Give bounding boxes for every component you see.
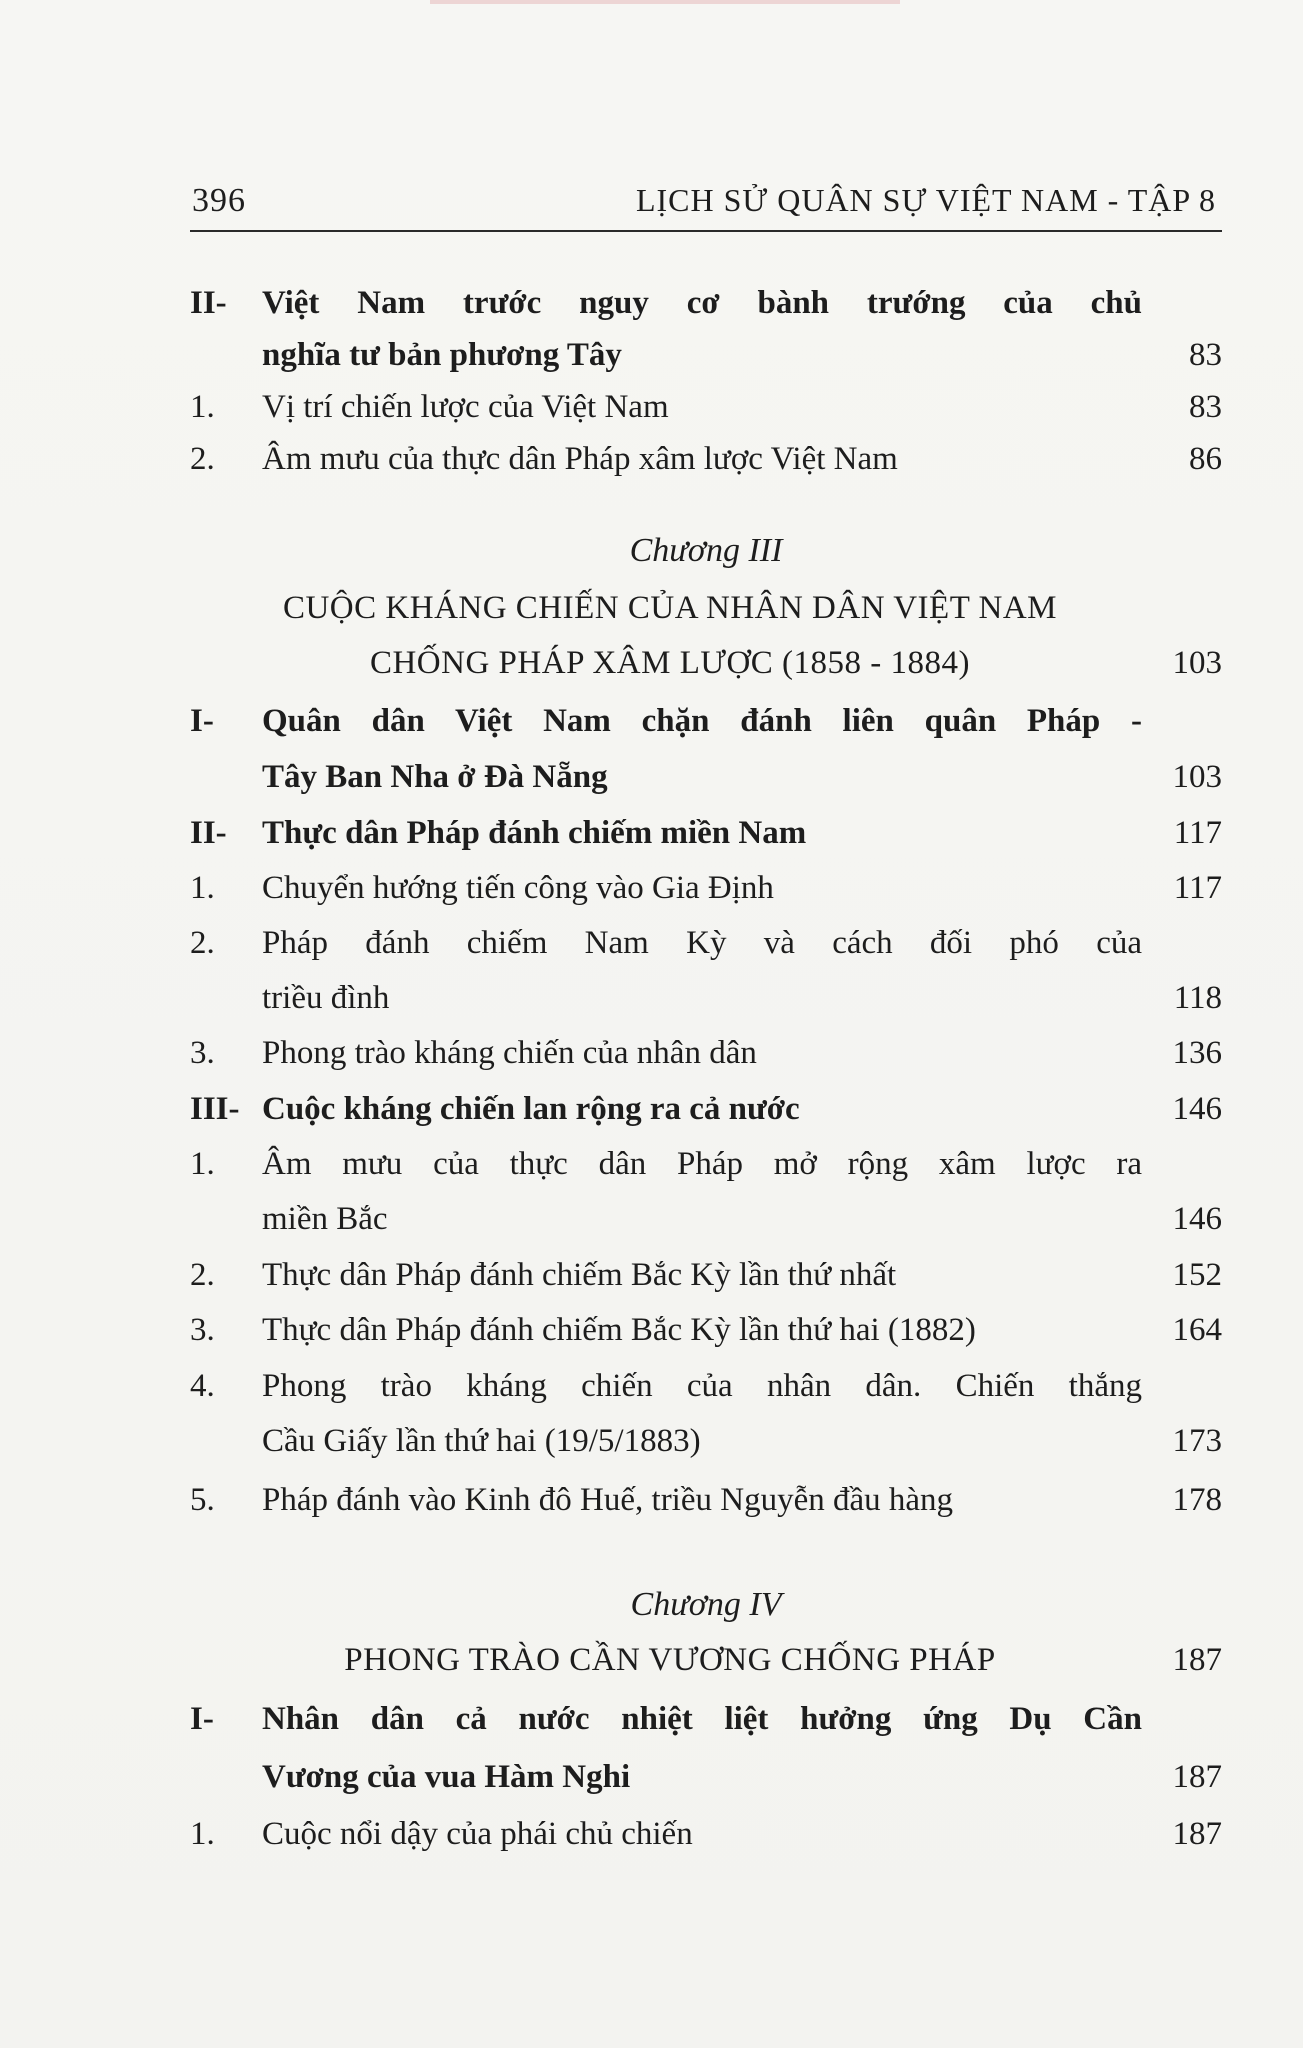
toc-section-title: Cuộc kháng chiến lan rộng ra cả nước xyxy=(262,1091,800,1127)
running-title: LỊCH SỬ QUÂN SỰ VIỆT NAM - TẬP 8 xyxy=(635,182,1216,218)
chapter-label: Chương IV xyxy=(630,1586,782,1623)
toc-item-number: 3. xyxy=(190,1312,215,1348)
chapter-title-cont: CHỐNG PHÁP XÂM LƯỢC (1858 - 1884) xyxy=(369,645,971,681)
toc-item-number: 1. xyxy=(190,870,215,906)
toc-section-title: Quân dân Việt Nam chặn đánh liên quân Pháp - xyxy=(262,703,1142,739)
toc-page-number: 103 xyxy=(1172,759,1222,795)
toc-page-number: 152 xyxy=(1172,1257,1222,1293)
toc-page-number: 187 xyxy=(1172,1816,1222,1852)
toc-page-number: 173 xyxy=(1172,1423,1222,1459)
page-edge-mark xyxy=(430,0,900,4)
toc-section-title-cont: nghĩa tư bản phương Tây xyxy=(262,337,622,373)
toc-section-number: II- xyxy=(190,815,227,851)
toc-page-number: 117 xyxy=(1173,815,1222,851)
toc-item-number: 4. xyxy=(190,1368,215,1404)
toc-item-number: 2. xyxy=(190,1257,215,1293)
toc-section-number: III- xyxy=(190,1091,240,1127)
toc-page-number: 187 xyxy=(1172,1759,1222,1795)
toc-page-number: 118 xyxy=(1173,980,1222,1016)
chapter-title: PHONG TRÀO CẦN VƯƠNG CHỐNG PHÁP xyxy=(344,1642,996,1678)
toc-item-number: 3. xyxy=(190,1035,215,1071)
toc-section-title-cont: Tây Ban Nha ở Đà Nẵng xyxy=(262,759,608,795)
toc-page-number: 164 xyxy=(1172,1312,1222,1348)
toc-item-number: 1. xyxy=(190,1816,215,1852)
toc-page-number: 187 xyxy=(1172,1642,1222,1678)
toc-item-title-cont: miền Bắc xyxy=(262,1201,388,1237)
page-number: 396 xyxy=(192,182,246,219)
toc-item-number: 2. xyxy=(190,441,215,477)
toc-item-title: Pháp đánh chiếm Nam Kỳ và cách đối phó của xyxy=(262,925,1142,961)
toc-item-title-cont: triều đình xyxy=(262,980,390,1016)
toc-item-title: Âm mưu của thực dân Pháp xâm lược Việt Nam xyxy=(262,441,898,477)
chapter-label: Chương III xyxy=(629,532,783,569)
toc-item-title: Pháp đánh vào Kinh đô Huế, triều Nguyễn đầu hàng xyxy=(262,1482,954,1518)
toc-item-title: Thực dân Pháp đánh chiếm Bắc Kỳ lần thứ nhất xyxy=(262,1257,897,1293)
toc-item-title: Thực dân Pháp đánh chiếm Bắc Kỳ lần thứ hai (1882) xyxy=(262,1312,976,1348)
toc-page-number: 83 xyxy=(1189,389,1222,425)
toc-item-title: Chuyển hướng tiến công vào Gia Định xyxy=(262,870,774,906)
toc-section-title: Nhân dân cả nước nhiệt liệt hưởng ứng Dụ Cần xyxy=(262,1701,1142,1737)
toc-item-number: 5. xyxy=(190,1482,215,1518)
toc-item-title: Cuộc nổi dậy của phái chủ chiến xyxy=(262,1816,693,1852)
toc-page-number: 136 xyxy=(1172,1035,1222,1071)
toc-section-number: I- xyxy=(190,1701,214,1737)
toc-section-number: I- xyxy=(190,703,214,739)
toc-section-number: II- xyxy=(190,285,227,321)
toc-item-number: 1. xyxy=(190,1146,215,1182)
toc-item-title: Vị trí chiến lược của Việt Nam xyxy=(262,389,669,425)
toc-page-number: 178 xyxy=(1172,1482,1222,1518)
chapter-title: CUỘC KHÁNG CHIẾN CỦA NHÂN DÂN VIỆT NAM xyxy=(282,590,1058,626)
toc-page-number: 146 xyxy=(1172,1091,1222,1127)
toc-item-title-cont: Cầu Giấy lần thứ hai (19/5/1883) xyxy=(262,1423,701,1459)
toc-section-title-cont: Vương của vua Hàm Nghi xyxy=(262,1759,631,1795)
toc-page-number: 117 xyxy=(1173,870,1222,906)
toc-page-number: 83 xyxy=(1189,337,1222,373)
toc-item-title: Âm mưu của thực dân Pháp mở rộng xâm lược ra xyxy=(262,1146,1142,1182)
toc-item-number: 1. xyxy=(190,389,215,425)
toc-page-number: 146 xyxy=(1172,1201,1222,1237)
toc-item-number: 2. xyxy=(190,925,215,961)
toc-section-title: Thực dân Pháp đánh chiếm miền Nam xyxy=(262,815,807,851)
toc-page-number: 86 xyxy=(1189,441,1222,477)
toc-item-title: Phong trào kháng chiến của nhân dân xyxy=(262,1035,757,1071)
toc-item-title: Phong trào kháng chiến của nhân dân. Chiến thắng xyxy=(262,1368,1142,1404)
toc-page-number: 103 xyxy=(1172,645,1222,681)
running-header xyxy=(190,178,1222,232)
toc-section-title: Việt Nam trước nguy cơ bành trướng của chủ xyxy=(262,285,1142,321)
